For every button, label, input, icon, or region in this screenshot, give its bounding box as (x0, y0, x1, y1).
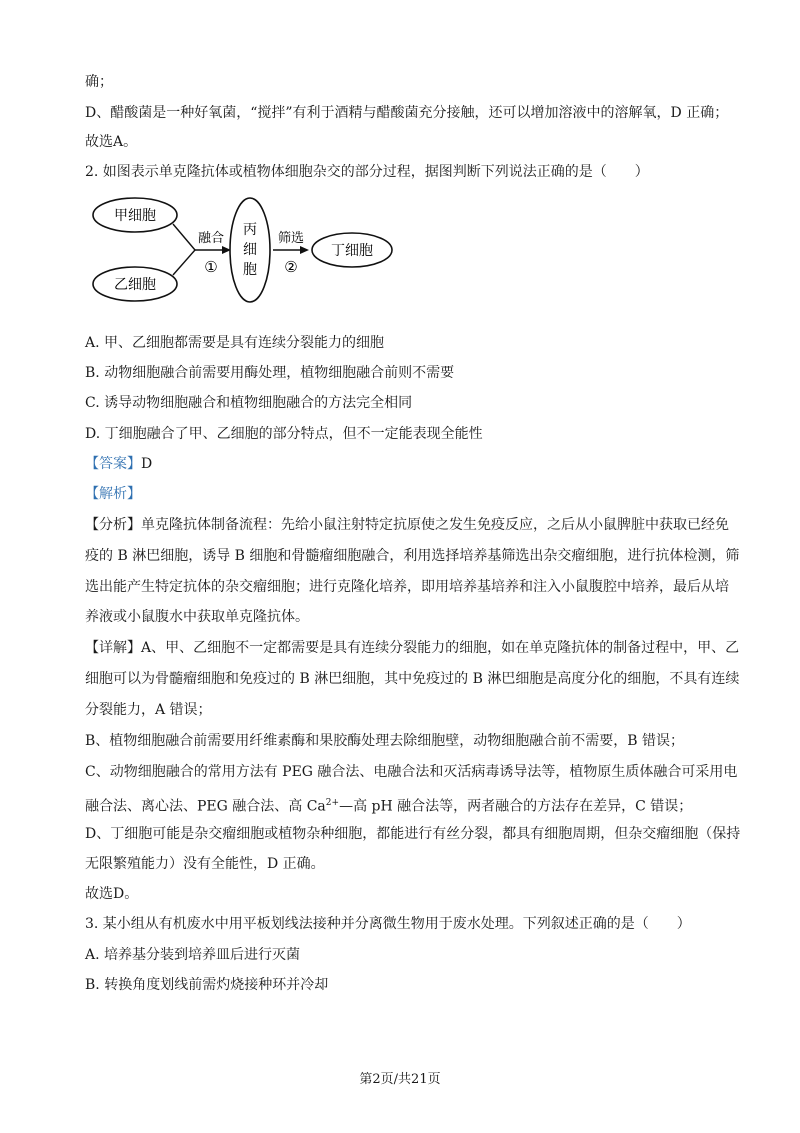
fuse-label: 融合 (197, 231, 225, 246)
xiangjie-text: A、甲、乙细胞不一定都需要是具有连续分裂能力的细胞，如在单克隆抗体的制备过程中，甲、乙 (141, 640, 740, 656)
detail-line: 无限繁殖能力）没有全能性，D 正确。 (85, 856, 325, 872)
detail-line: B、植物细胞融合前需要用纤维素酶和果胶酶处理去除细胞壁，动物细胞融合前不需要，B 错误； (85, 733, 685, 749)
cell-jia-label: 甲细胞 (114, 208, 156, 224)
answer-line (85, 454, 152, 474)
option-a: A. 培养基分装到培养皿后进行灭菌 (85, 947, 301, 963)
text-line: 确； (85, 74, 113, 90)
page-number: 第2页/共21页 (359, 1072, 441, 1087)
option-b: B. 动物细胞融合前需要用酶处理，植物细胞融合前则不需要 (85, 365, 455, 381)
detail-line: D、丁细胞可能是杂交瘤细胞或植物杂种细胞，都能进行有丝分裂，都具有细胞周期，但杂交瘤细胞（保持 (85, 826, 741, 842)
text-line: D、醋酸菌是一种好氧菌，“搅拌”有利于酒精与醋酸菌充分接触，还可以增加溶液中的溶解氧，D 正确； (85, 105, 729, 121)
cell-bing-char: 丙 (243, 222, 257, 238)
option-d: D. 丁细胞融合了甲、乙细胞的部分特点，但不一定能表现全能性 (85, 426, 483, 442)
question-3-stem: 3. 某小组从有机废水中用平板划线法接种并分离微生物用于废水处理。下列叙述正确的是（ ） (85, 916, 691, 932)
cell-ding-label: 丁细胞 (331, 243, 373, 259)
question-2-stem: 2. 如图表示单克隆抗体或植物体细胞杂交的部分过程，据图判断下列说法正确的是（ ） (85, 164, 649, 180)
step-2-label: ② (284, 258, 298, 276)
detail-line: C、动物细胞融合的常用方法有 PEG 融合法、电融合法和灭活病毒诱导法等，植物原生质体融合可采用电 (85, 764, 738, 780)
arrow-line (173, 250, 195, 275)
fenxi-text: 单克隆抗体制备流程：先给小鼠注射特定抗原使之发生免疫反应，之后从小鼠脾脏中获取已经免 (141, 517, 729, 533)
detail-line (85, 793, 692, 817)
analysis-line: 疫的 B 淋巴细胞，诱导 B 细胞和骨髓瘤细胞融合，利用选择培养基筛选出杂交瘤细胞，进行抗体检测，筛 (85, 548, 740, 564)
text-line: 故选A。 (85, 134, 138, 150)
answer-label: 【答案】 (85, 456, 141, 472)
detail-line (85, 638, 739, 658)
superscript: 2+ (325, 798, 340, 808)
cell-bing-char: 胞 (243, 262, 257, 278)
option-c: C. 诱导动物细胞融合和植物细胞融合的方法完全相同 (85, 395, 413, 411)
arrow-line (173, 224, 195, 250)
arrowhead (300, 246, 309, 254)
detail-line: 故选D。 (85, 886, 139, 902)
fenxi-label: 【分析】 (85, 517, 141, 533)
xiangjie-label: 【详解】 (85, 640, 141, 656)
step-1-label: ① (204, 258, 218, 276)
detail-text: 融合法、离心法、PEG 融合法、高 Ca (85, 798, 326, 815)
option-b: B. 转换角度划线前需灼烧接种环并冷却 (85, 977, 329, 993)
cell-fusion-diagram (85, 192, 415, 310)
analysis-line (85, 515, 729, 535)
cell-bing-char: 细 (243, 242, 257, 258)
analysis-label: 【解析】 (85, 486, 141, 502)
detail-line: 分裂能力，A 错误； (85, 702, 212, 718)
answer-value: D (141, 456, 153, 472)
detail-text: —高 pH 融合法等，两者融合的方法存在差异，C 错误； (339, 798, 693, 815)
screen-label: 筛选 (277, 231, 305, 246)
analysis-line: 选出能产生特定抗体的杂交瘤细胞；进行克隆化培养，即用培养基培养和注入小鼠腹腔中培养，最后从培 (85, 579, 729, 595)
option-a: A. 甲、乙细胞都需要是具有连续分裂能力的细胞 (85, 335, 385, 351)
detail-line: 细胞可以为骨髓瘤细胞和免疫过的 B 淋巴细胞，其中免疫过的 B 淋巴细胞是高度分化的细胞，不具有连续 (85, 671, 740, 687)
cell-yi-label: 乙细胞 (114, 277, 156, 293)
analysis-line: 养液或小鼠腹水中获取单克隆抗体。 (85, 609, 309, 625)
